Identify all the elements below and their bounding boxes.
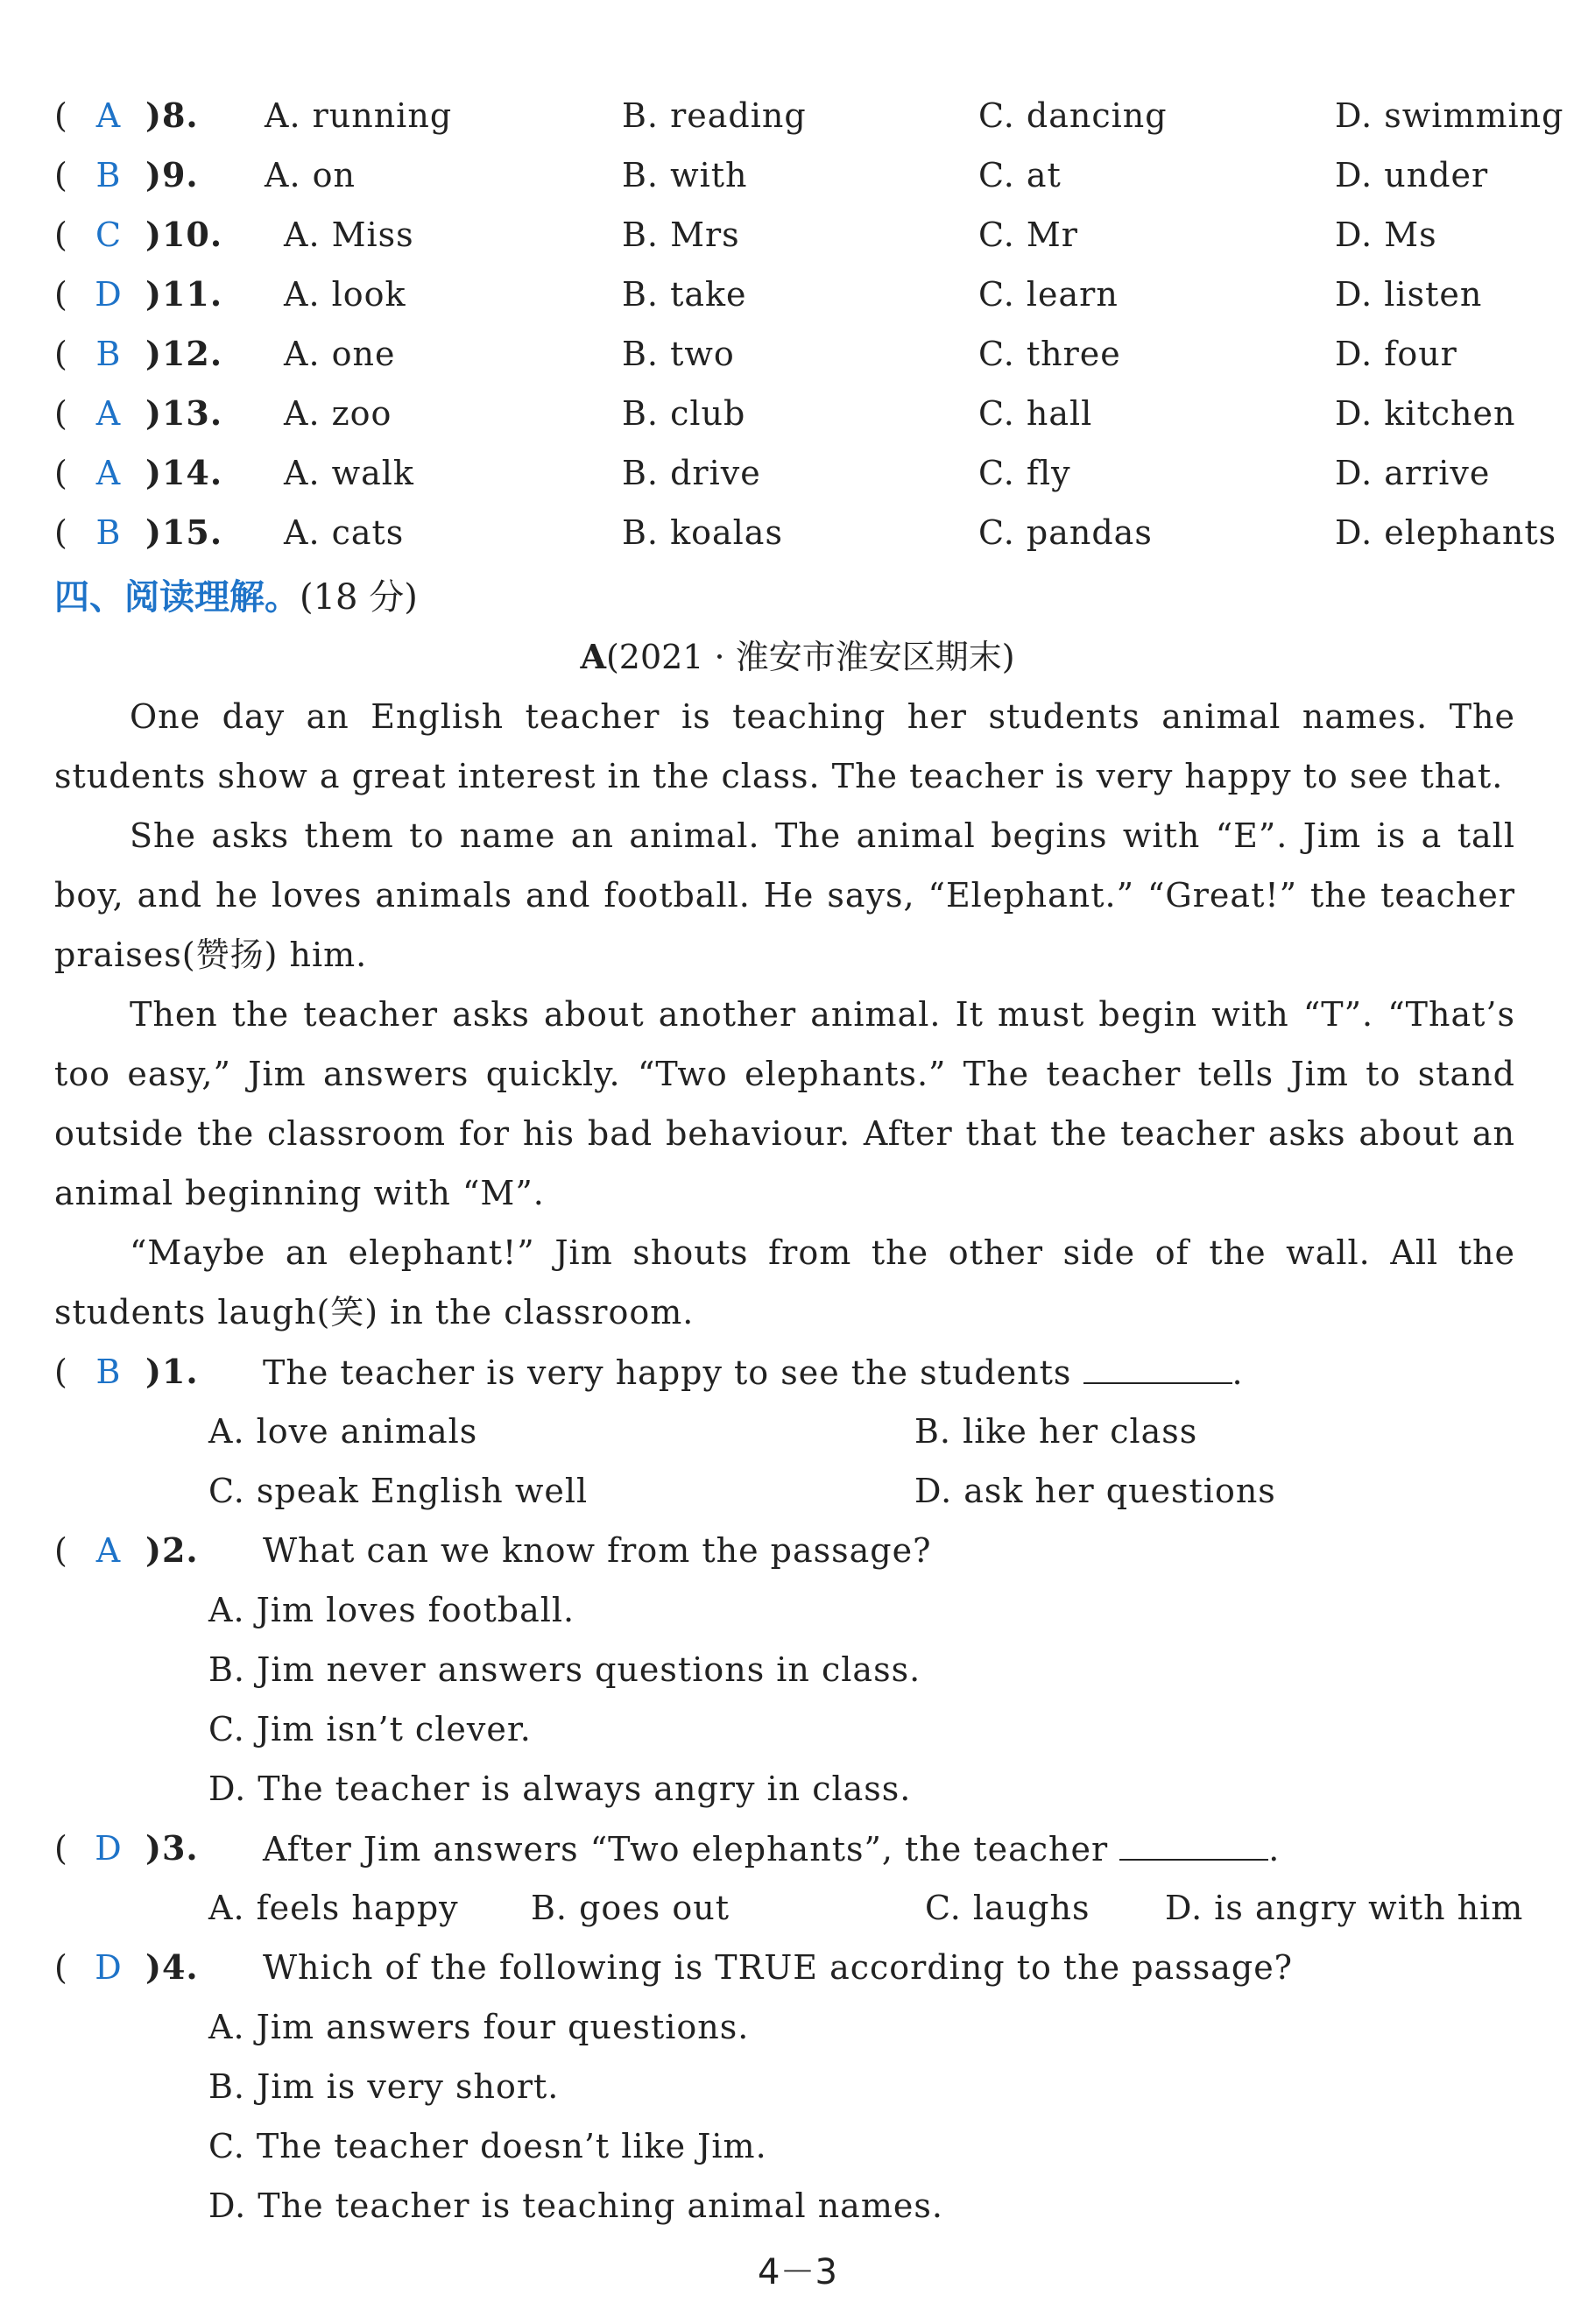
choice-row [54,145,1526,205]
choice-row [54,205,1526,265]
passage-paragraph: One day an English teacher is teaching her students animal names. The students show a great interest in the class. The teacher is very happy to see that. [54,697,1515,795]
option: A. Jim answers four questions. [208,2008,750,2046]
question-text: After Jim answers “Two elephants”, the teacher [263,1830,1109,1868]
option-c: C. pandas [978,513,1153,552]
option-b: B. take [622,275,747,314]
question-stem [263,1819,1280,1879]
question-number: )1. [145,1352,199,1391]
open-paren: ( [54,454,68,492]
open-paren: ( [54,215,68,254]
passage-paragraph: “Maybe an elephant!” Jim shouts from the other side of the wall. All the students laugh(笑) in the classroom. [54,1233,1515,1332]
passage-paragraph: She asks them to name an animal. The animal begins with “E”. Jim is a tall boy, and he loves animals and football. He says, “Elephant.” “Great!” the teacher praises(赞扬) him. [54,816,1515,974]
option-c: C. Mr [978,215,1078,254]
open-paren: ( [54,1531,68,1570]
option: C. speak English well [208,1472,589,1510]
option-a: A. one [284,335,396,373]
answer-letter: A [95,96,122,135]
question-end: . [1232,1353,1244,1392]
option-d: D. listen [1335,275,1483,314]
option: B. like her class [914,1412,1198,1451]
option-b: B. drive [622,454,761,492]
question-number: )15. [145,512,223,552]
answer-blank [1119,1819,1268,1861]
option: C. The teacher doesn’t like Jim. [208,2127,767,2165]
option: B. goes out [531,1889,730,1927]
open-paren: ( [54,1829,68,1868]
open-paren: ( [54,156,68,194]
option-b: B. club [622,394,746,433]
passage-paragraph: Then the teacher asks about another animal. It must begin with “T”. “That’s too easy,” Jim answers quickly. “Two elephants.” The teacher tells Jim to stand outside the classroom for his bad behaviour. After that the teacher asks about an animal beginning with “M”. [54,995,1515,1212]
option-d: D. elephants [1335,513,1557,552]
question-row [54,1521,1526,1580]
option-c: C. three [978,335,1121,373]
choice-row [54,503,1557,562]
answer-letter: D [95,1829,123,1868]
answer-letter: D [95,275,123,314]
option-c: C. hall [978,394,1093,433]
section-heading [54,568,418,627]
open-paren: ( [54,335,68,373]
passage-label: A [580,637,606,676]
option-b: B. two [622,335,735,373]
option-b: B. koalas [622,513,783,552]
option: A. feels happy [208,1889,459,1927]
option-d: D. swimming [1335,96,1564,135]
option-d: D. arrive [1335,454,1491,492]
question-stem [263,1342,1244,1402]
passage-source: (2021 · 淮安市淮安区期末) [605,638,1015,676]
option-b: B. reading [622,96,807,135]
answer-letter: B [95,513,122,552]
option-a: A. look [284,275,406,314]
option-c: C. fly [978,454,1071,492]
question-text: The teacher is very happy to see the students [263,1353,1072,1392]
open-paren: ( [54,96,68,135]
answer-letter: D [95,1948,123,1987]
section-title: 四、阅读理解。 [54,577,300,618]
option-c: C. learn [978,275,1119,314]
option: C. laughs [925,1889,1090,1927]
section-score: (18 分) [300,577,418,618]
option-d: D. kitchen [1335,394,1516,433]
question-number: )2. [145,1530,199,1570]
option-b: B. Mrs [622,215,740,254]
answer-letter: A [95,1531,122,1570]
question-number: )12. [145,334,223,373]
question-number: )4. [145,1947,199,1987]
answer-letter: A [95,394,122,433]
open-paren: ( [54,1353,68,1391]
option-a: A. cats [284,513,405,552]
answer-letter: A [95,454,122,492]
question-number: )9. [145,155,199,194]
open-paren: ( [54,394,68,433]
answer-letter: B [95,335,122,373]
option: C. Jim isn’t clever. [208,1710,532,1748]
choice-row [54,86,1564,145]
open-paren: ( [54,513,68,552]
option-c: C. dancing [978,96,1168,135]
choice-row [54,265,1526,324]
answer-blank [1083,1342,1232,1384]
option-d: D. four [1335,335,1457,373]
option-a: A. walk [284,454,414,492]
option-c: C. at [978,156,1062,194]
option-a: A. on [265,156,356,194]
choice-row [54,324,1526,384]
page-number: 4－3 [758,2252,837,2292]
option-a: A. zoo [284,394,392,433]
option: B. Jim never answers questions in class. [208,1650,921,1689]
question-number: )8. [145,95,199,135]
option: D. The teacher is always angry in class. [208,1769,912,1808]
option: B. Jim is very short. [208,2067,560,2106]
question-row [54,1819,1526,1878]
question-row [54,1342,1526,1402]
option: D. The teacher is teaching animal names. [208,2186,943,2225]
option-d: D. under [1335,156,1489,194]
question-number: )13. [145,393,223,433]
question-number: )14. [145,453,223,492]
choice-row [54,384,1526,443]
option-d: D. Ms [1335,215,1437,254]
option: A. love animals [208,1412,478,1451]
option: D. is angry with him [1165,1889,1524,1927]
open-paren: ( [54,275,68,314]
option-a: A. running [265,96,453,135]
choice-row [54,443,1526,503]
question-end: . [1268,1830,1281,1868]
question-row [54,1938,1526,1997]
answer-letter: B [95,1353,122,1391]
question-text: What can we know from the passage? [263,1531,932,1570]
question-text: Which of the following is TRUE according to the passage? [263,1948,1294,1987]
option: A. Jim loves football. [208,1591,575,1629]
question-number: )11. [145,274,223,314]
question-number: )10. [145,215,223,254]
answer-letter: B [95,156,122,194]
open-paren: ( [54,1948,68,1987]
question-number: )3. [145,1828,199,1868]
passage-title [0,627,1595,687]
option: D. ask her questions [914,1472,1276,1510]
option-b: B. with [622,156,748,194]
option-a: A. Miss [284,215,414,254]
answer-letter: C [95,215,123,254]
